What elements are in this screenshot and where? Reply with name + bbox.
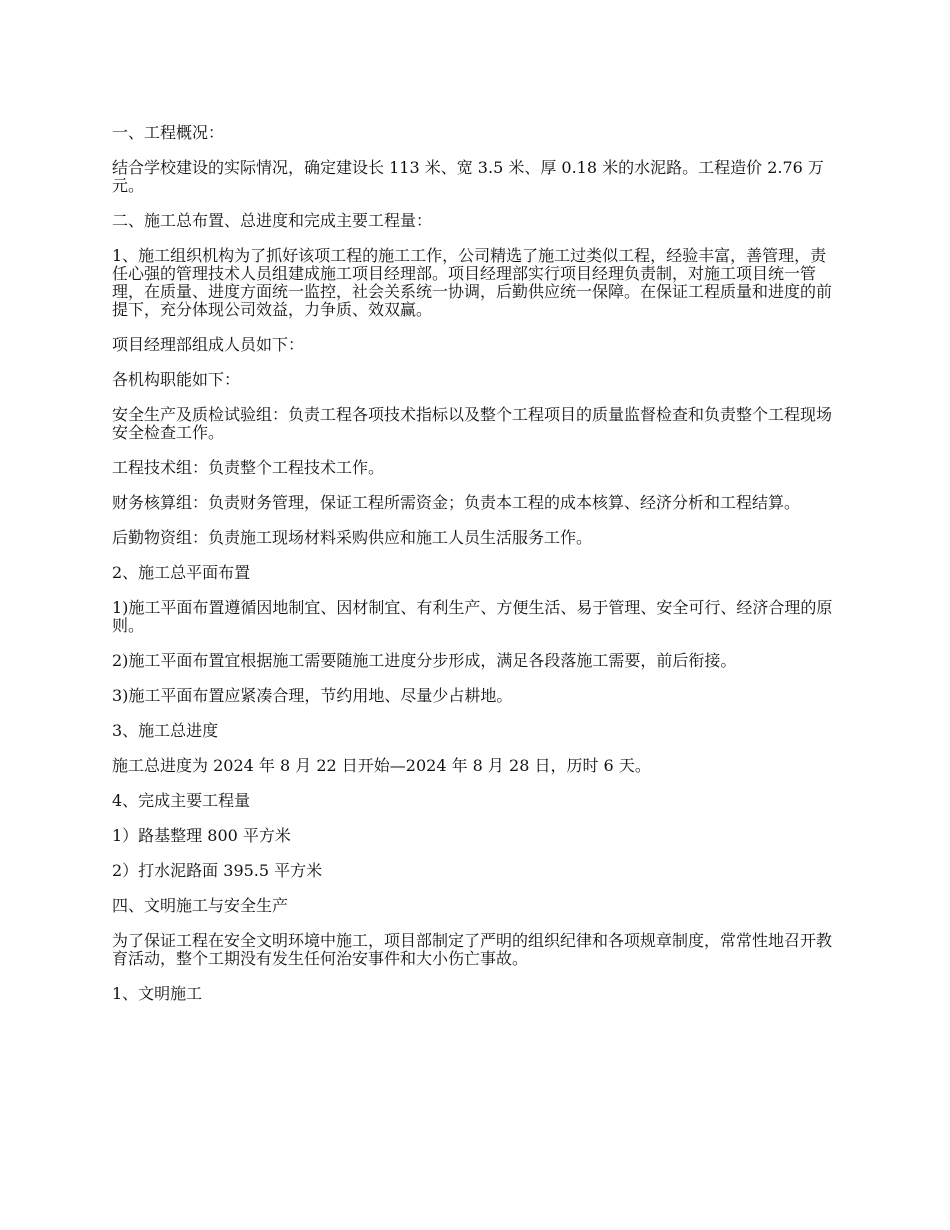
paragraph-finance-group: 财务核算组：负责财务管理，保证工程所需资金；负责本工程的成本核算、经济分析和工程结算。 bbox=[112, 493, 801, 512]
paragraph-quantity-roadbed: 1）路基整理 800 平方米 bbox=[112, 826, 291, 845]
document-body bbox=[112, 124, 842, 1020]
paragraph-functions-intro: 各机构职能如下： bbox=[112, 370, 241, 389]
paragraph-staff-intro: 项目经理部组成人员如下： bbox=[112, 335, 305, 354]
heading-civilized-construction: 1、文明施工 bbox=[112, 984, 203, 1003]
paragraph-safety-summary: 为了保证工程在安全文明环境中施工，项目部制定了严明的组织纪律和各项规章制度，常常性地召开教育活动，整个工期没有发生任何治安事件和大小伤亡事故。 bbox=[112, 931, 833, 968]
paragraph-layout-rule-3: 3)施工平面布置应紧凑合理，节约用地、尽量少占耕地。 bbox=[112, 686, 513, 705]
paragraph-organization: 1、施工组织机构为了抓好该项工程的施工工作，公司精选了施工过类似工程，经验丰富，善管理，责任心强的管理技术人员组建成施工项目经理部。项目经理部实行项目经理负责制，对施工项目统一管理，在质量、进度方面统一监控，社会关系统一协调，后勤供应统一保障。在保证工程质量和进度的前提下，充分体现公司效益，力争质、效双赢。 bbox=[112, 246, 833, 319]
heading-project-overview: 一、工程概况： bbox=[112, 123, 225, 142]
heading-construction-layout-progress: 二、施工总布置、总进度和完成主要工程量： bbox=[112, 211, 433, 230]
paragraph-quantity-pavement: 2）打水泥路面 395.5 平方米 bbox=[112, 861, 323, 880]
heading-overall-progress: 3、施工总进度 bbox=[112, 721, 219, 740]
paragraph-project-scope: 结合学校建设的实际情况，确定建设长 113 米、宽 3.5 米、厚 0.18 米的水泥路。工程造价 2.76 万元。 bbox=[112, 158, 824, 195]
paragraph-schedule: 施工总进度为 2024 年 8 月 22 日开始—2024 年 8 月 28 日，历时 6 天。 bbox=[112, 756, 651, 775]
paragraph-layout-rule-1: 1)施工平面布置遵循因地制宜、因材制宜、有利生产、方便生活、易于管理、安全可行、经济合理的原则。 bbox=[112, 598, 833, 635]
paragraph-layout-rule-2: 2)施工平面布置宜根据施工需要随施工进度分步形成，满足各段落施工需要，前后衔接。 bbox=[112, 651, 737, 670]
paragraph-safety-group: 安全生产及质检试验组：负责工程各项技术指标以及整个工程项目的质量监督检查和负责整个工程现场安全检查工作。 bbox=[112, 405, 833, 442]
heading-civilized-safety: 四、文明施工与安全生产 bbox=[112, 896, 289, 915]
heading-main-quantities: 4、完成主要工程量 bbox=[112, 791, 251, 810]
paragraph-logistics-group: 后勤物资组：负责施工现场材料采购供应和施工人员生活服务工作。 bbox=[112, 528, 593, 547]
heading-site-layout: 2、施工总平面布置 bbox=[112, 563, 251, 582]
paragraph-tech-group: 工程技术组：负责整个工程技术工作。 bbox=[112, 458, 385, 477]
